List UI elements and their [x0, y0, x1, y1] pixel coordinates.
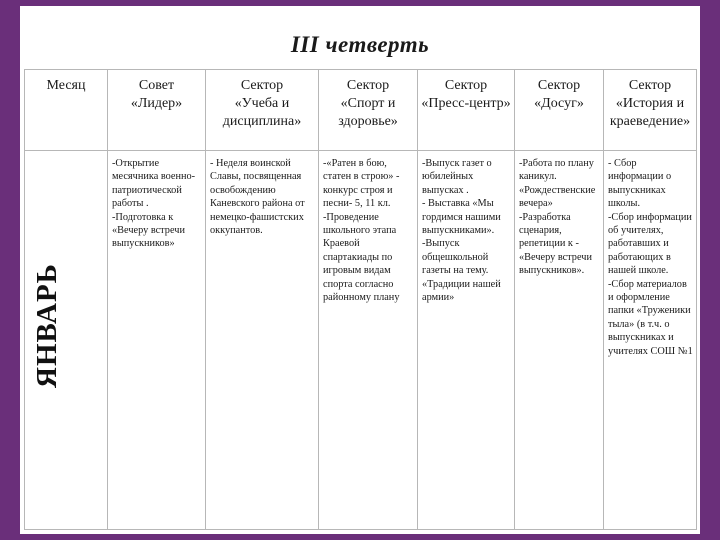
page-title: III четверть: [290, 32, 430, 57]
header-council: Совет «Лидер»: [108, 70, 206, 151]
header-press: Сектор «Пресс-центр»: [418, 70, 515, 151]
frame-top: [0, 0, 720, 6]
month-cell: [25, 151, 108, 530]
plan-table: [24, 69, 697, 530]
sport-cell: -«Ратен в бою, статен в строю» - конкурс строя и песни- 5, 11 кл. -Проведение школьного этапа Краевой спартакиады по игровым видам спорта согласно районному плану: [319, 151, 418, 530]
study-cell: - Неделя воинской Славы, посвященная освобождению Каневского района от немецко-фашистских оккупантов.: [206, 151, 319, 530]
header-history: Сектор «История и краеведение»: [604, 70, 697, 151]
history-cell: - Сбор информации о выпускниках школы. -Сбор информации об учителях, работавших и работающих в нашей школе. -Сбор материалов и оформление папки «Труженики тыла» (в т.ч. о выпускниках и учителях СОШ №1: [604, 151, 697, 530]
council-cell: -Открытие месячника военно-патриотической работы . -Подготовка к «Вечеру встречи выпускников»: [108, 151, 206, 530]
frame-right: [700, 0, 720, 540]
january-row: [25, 151, 697, 530]
header-sport: Сектор «Спорт и здоровье»: [319, 70, 418, 151]
press-cell: -Выпуск газет о юбилейных выпусках . - Выставка «Мы гордимся нашими выпускниками». -Выпуск общешкольной газеты на тему. «Традиции нашей армии»: [418, 151, 515, 530]
header-study: Сектор «Учеба и дисциплина»: [206, 70, 319, 151]
frame-bottom: [0, 534, 720, 540]
leisure-cell: -Работа по плану каникул. «Рождественские вечера» -Разработка сценария, репетиции к - «Вечеру встречи выпускников».: [515, 151, 604, 530]
frame-left: [0, 0, 20, 540]
header-leisure: Сектор «Досуг»: [515, 70, 604, 151]
month-label: ЯНВАРЬ: [31, 263, 63, 389]
header-row: [25, 70, 697, 151]
header-month: Месяц: [25, 70, 108, 151]
